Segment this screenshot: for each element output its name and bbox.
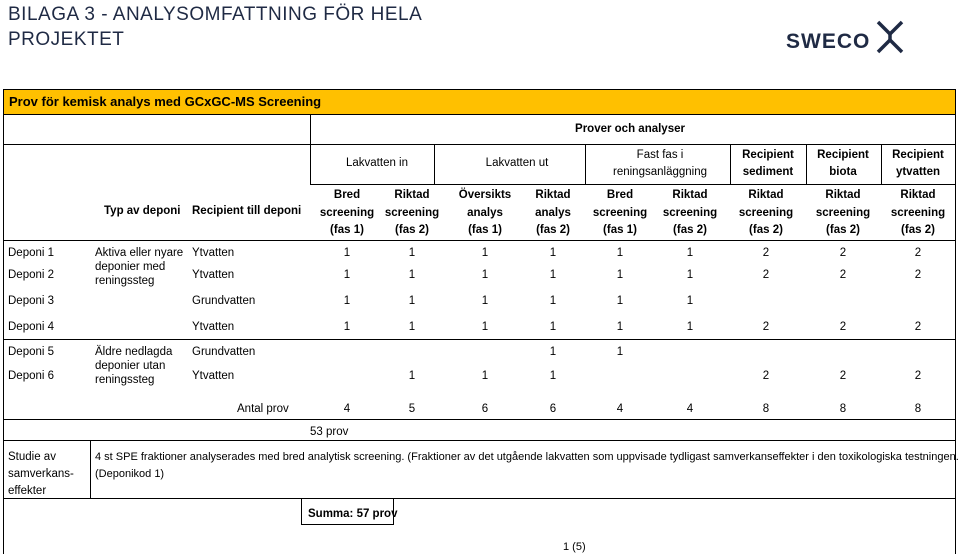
logo-text: SWECO bbox=[786, 30, 871, 53]
grid-line bbox=[806, 144, 807, 184]
sample-count-cell: 2 bbox=[839, 247, 847, 259]
grid-line bbox=[585, 144, 586, 184]
studie-text: 4 st SPE fraktioner analyserades med bred analytisk screening. (Fraktioner av det utgående lakvatten som uppvisade tydligast samverkanseffekter i den toxikologiska testningen. (Deponikod 1) bbox=[95, 451, 959, 480]
header-typ-av-deponi: Typ av deponi bbox=[104, 205, 181, 217]
sample-count-cell: 1 bbox=[549, 269, 557, 281]
recipient-label: Ytvatten bbox=[192, 247, 235, 259]
sample-count-cell: 1 bbox=[481, 321, 489, 333]
sample-count-cell: 2 bbox=[762, 269, 770, 281]
deponi-label: Deponi 6 bbox=[8, 370, 55, 382]
sample-count-cell: 1 bbox=[408, 321, 416, 333]
sample-count-cell: 1 bbox=[549, 321, 557, 333]
sample-count-cell: 2 bbox=[839, 370, 847, 382]
grid-line bbox=[3, 498, 956, 499]
antal-prov-cell: 4 bbox=[616, 403, 624, 415]
page-number: 1 (5) bbox=[563, 541, 586, 553]
sample-count-cell: 1 bbox=[343, 321, 351, 333]
sample-count-cell: 1 bbox=[686, 321, 694, 333]
recipient-label: Grundvatten bbox=[192, 346, 256, 358]
sample-count-cell: 1 bbox=[408, 269, 416, 281]
sample-count-cell: 1 bbox=[686, 247, 694, 259]
column-group-label: Lakvatten ut bbox=[485, 157, 549, 169]
grid-line bbox=[3, 339, 956, 340]
banner-title: Prov för kemisk analys med GCxGC-MS Screening bbox=[9, 94, 322, 109]
grid-line bbox=[3, 240, 956, 241]
sample-count-cell: 2 bbox=[762, 247, 770, 259]
deponi-label: Deponi 5 bbox=[8, 346, 55, 358]
sample-count-cell: 2 bbox=[914, 247, 922, 259]
sample-count-cell: 1 bbox=[549, 247, 557, 259]
antal-prov-cell: 6 bbox=[549, 403, 557, 415]
grid-line bbox=[301, 498, 302, 525]
sub-header: Översikts analys (fas 1) bbox=[458, 189, 512, 236]
antal-prov-cell: 8 bbox=[839, 403, 847, 415]
recipient-label: Ytvatten bbox=[192, 370, 235, 382]
sample-count-cell: 2 bbox=[914, 321, 922, 333]
sub-header: Riktad analys (fas 2) bbox=[535, 189, 571, 236]
sample-count-cell: 1 bbox=[549, 346, 557, 358]
sample-count-cell: 1 bbox=[549, 370, 557, 382]
antal-prov-cell: 8 bbox=[914, 403, 922, 415]
recipient-label: Ytvatten bbox=[192, 269, 235, 281]
subtotal: 53 prov bbox=[310, 426, 349, 438]
sample-count-cell: 1 bbox=[686, 269, 694, 281]
group-header: Prover och analyser bbox=[575, 123, 685, 135]
antal-prov-cell: 8 bbox=[762, 403, 770, 415]
sample-count-cell: 1 bbox=[343, 269, 351, 281]
grid-line bbox=[434, 144, 435, 184]
grid-line bbox=[310, 114, 956, 115]
sample-count-cell: 1 bbox=[408, 247, 416, 259]
antal-prov-cell: 6 bbox=[481, 403, 489, 415]
sample-count-cell: 1 bbox=[481, 370, 489, 382]
type-group-label: Aktiva eller nyare deponier med reningssteg bbox=[95, 247, 184, 287]
grid-line bbox=[3, 144, 956, 145]
deponi-label: Deponi 3 bbox=[8, 295, 55, 307]
sample-count-cell: 1 bbox=[408, 295, 416, 307]
column-group-label: Lakvatten in bbox=[345, 157, 409, 169]
grid-line bbox=[881, 144, 882, 184]
sample-count-cell: 2 bbox=[762, 370, 770, 382]
sub-header: Riktad screening (fas 2) bbox=[662, 189, 718, 236]
sweco-mark-icon bbox=[874, 20, 906, 54]
page-title: BILAGA 3 - ANALYSOMFATTNING FÖR HELA PROJEKTET bbox=[8, 4, 423, 50]
sample-count-cell: 2 bbox=[914, 370, 922, 382]
sample-count-cell: 1 bbox=[481, 247, 489, 259]
sample-count-cell: 1 bbox=[343, 295, 351, 307]
sub-header: Riktad screening (fas 2) bbox=[738, 189, 794, 236]
antal-prov-cell: 5 bbox=[408, 403, 416, 415]
sample-count-cell: 1 bbox=[616, 346, 624, 358]
sub-header: Bred screening (fas 1) bbox=[592, 189, 648, 236]
antal-prov-cell: 4 bbox=[343, 403, 351, 415]
grid-line bbox=[3, 419, 956, 420]
column-group-label: Recipient biota bbox=[817, 149, 869, 178]
column-group-label: Recipient ytvatten bbox=[892, 149, 944, 178]
recipient-label: Ytvatten bbox=[192, 321, 235, 333]
sample-count-cell: 1 bbox=[616, 295, 624, 307]
grid-line bbox=[310, 114, 311, 184]
deponi-label: Deponi 4 bbox=[8, 321, 55, 333]
deponi-label: Deponi 2 bbox=[8, 269, 55, 281]
sub-header: Bred screening (fas 1) bbox=[319, 189, 375, 236]
recipient-label: Grundvatten bbox=[192, 295, 256, 307]
antal-prov-label: Antal prov bbox=[237, 403, 289, 415]
studie-label: Studie av samverkans- effekter bbox=[8, 451, 74, 497]
sample-count-cell: 2 bbox=[839, 321, 847, 333]
column-group-label: Fast fas i reningsanläggning bbox=[613, 149, 707, 178]
sample-count-cell: 1 bbox=[616, 247, 624, 259]
type-group-label: Äldre nedlagda deponier utan reningssteg bbox=[95, 346, 173, 386]
sweco-logo bbox=[786, 20, 916, 60]
sample-count-cell: 2 bbox=[914, 269, 922, 281]
grid-line bbox=[90, 440, 91, 498]
summa: Summa: 57 prov bbox=[308, 508, 398, 520]
deponi-label: Deponi 1 bbox=[8, 247, 55, 259]
sub-header: Riktad screening (fas 2) bbox=[384, 189, 440, 236]
sub-header: Riktad screening (fas 2) bbox=[890, 189, 946, 236]
grid-line bbox=[3, 114, 4, 554]
sample-count-cell: 2 bbox=[839, 269, 847, 281]
antal-prov-cell: 4 bbox=[686, 403, 694, 415]
sample-count-cell: 1 bbox=[481, 295, 489, 307]
column-group-label: Recipient sediment bbox=[742, 149, 794, 178]
grid-line bbox=[3, 440, 956, 441]
sample-count-cell: 1 bbox=[616, 321, 624, 333]
sample-count-cell: 1 bbox=[616, 269, 624, 281]
sample-count-cell: 1 bbox=[343, 247, 351, 259]
sample-count-cell: 1 bbox=[549, 295, 557, 307]
grid-line bbox=[310, 184, 956, 185]
sample-count-cell: 1 bbox=[686, 295, 694, 307]
sub-header: Riktad screening (fas 2) bbox=[815, 189, 871, 236]
section-banner bbox=[3, 89, 956, 115]
grid-line bbox=[730, 144, 731, 184]
grid-line bbox=[301, 524, 393, 525]
sample-count-cell: 2 bbox=[762, 321, 770, 333]
sample-count-cell: 1 bbox=[408, 370, 416, 382]
grid-line bbox=[955, 114, 956, 554]
header-recipient: Recipient till deponi bbox=[192, 205, 302, 217]
sample-count-cell: 1 bbox=[481, 269, 489, 281]
